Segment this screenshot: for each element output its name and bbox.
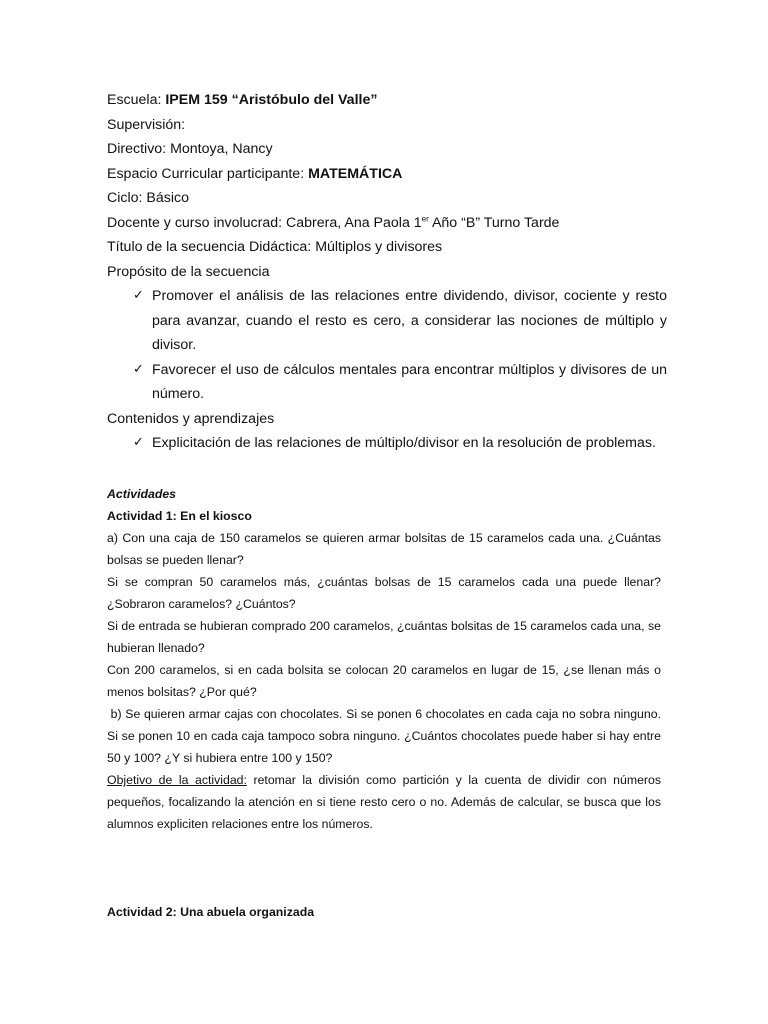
objetivo-label: Objetivo de la actividad: xyxy=(107,773,247,787)
checkmark-icon: ✓ xyxy=(133,288,144,303)
header-section xyxy=(107,88,667,456)
escuela-label: Escuela: xyxy=(107,92,166,108)
titulo-line: Título de la secuencia Didáctica: Múltiplos y divisores xyxy=(107,239,443,255)
proposito-heading: Propósito de la secuencia xyxy=(107,263,270,280)
docente-pre: Docente y curso involucrad: Cabrera, Ana Paola 1 xyxy=(107,214,422,231)
checkmark-icon: ✓ xyxy=(133,435,144,450)
actividad-1-paragraph: Con 200 caramelos, si en cada bolsita se colocan 20 caramelos en lugar de 15, ¿se llenan más o menos bolsitas? ¿Por qué? xyxy=(107,663,661,699)
actividades-section xyxy=(107,483,665,835)
objetivo-text: retomar la división como partición y la cuenta de dividir con números pequeños, focalizando la atención en si tiene resto cero o no. Además de calcular, se busca que los alumnos expliciten relaciones entre los números. xyxy=(107,773,661,831)
actividad-1-title: Actividad 1: En el kiosco xyxy=(107,509,252,523)
espacio-line xyxy=(107,162,667,187)
espacio-label: Espacio Curricular participante: xyxy=(107,165,309,182)
docente-sup: er xyxy=(421,213,429,223)
docente-line xyxy=(107,211,667,236)
actividades-heading: Actividades xyxy=(107,487,177,501)
contenidos-item-text: Explicitación de las relaciones de múltiplo/divisor en la resolución de problemas. xyxy=(152,435,656,451)
proposito-item-text: Promover el análisis de las relaciones entre dividendo, divisor, cociente y resto para avanzar, cuando el resto es cero, a considerar las nociones de múltiplo y divisor. xyxy=(152,288,667,353)
actividad-2-title: Actividad 2: Una abuela organizada xyxy=(107,905,315,919)
espacio-value: MATEMÁTICA xyxy=(308,165,403,182)
directivo-line: Directivo: Montoya, Nancy xyxy=(107,141,273,157)
checkmark-icon: ✓ xyxy=(133,361,144,377)
escuela-value: IPEM 159 “Aristóbulo del Valle” xyxy=(165,92,378,108)
actividad-1-paragraph: Si de entrada se hubieran comprado 200 caramelos, ¿cuántas bolsitas de 15 caramelos cada una, se hubieran llenado? xyxy=(107,619,661,655)
contenidos-item xyxy=(107,431,667,456)
supervision-line: Supervisión: xyxy=(107,116,186,133)
escuela-line xyxy=(107,88,667,113)
actividad-1-paragraph: Si se compran 50 caramelos más, ¿cuántas bolsas de 15 caramelos cada una puede llenar? ¿Sobraron caramelos? ¿Cuántos? xyxy=(107,575,661,611)
objetivo-paragraph xyxy=(107,769,661,835)
ciclo-line: Ciclo: Básico xyxy=(107,190,190,206)
actividad-1-paragraph: a) Con una caja de 150 caramelos se quieren armar bolsitas de 15 caramelos cada una. ¿Cuántas bolsas se pueden llenar? xyxy=(107,531,661,567)
proposito-item xyxy=(107,284,667,358)
actividad-1-paragraph-b: b) Se quieren armar cajas con chocolates. Si se ponen 6 chocolates en cada caja no sobra ninguno. Si se ponen 10 en cada caja tampoco sobra ninguno. ¿Cuántos chocolates puede haber si hay entre 50 y 100? ¿Y si hubiera entre 100 y 150? xyxy=(107,707,665,765)
contenidos-heading: Contenidos y aprendizajes xyxy=(107,410,275,427)
docente-post: Año “B” Turno Tarde xyxy=(428,214,560,231)
proposito-item-text: Favorecer el uso de cálculos mentales para encontrar múltiplos y divisores de un número. xyxy=(152,361,667,402)
proposito-item xyxy=(107,358,667,407)
